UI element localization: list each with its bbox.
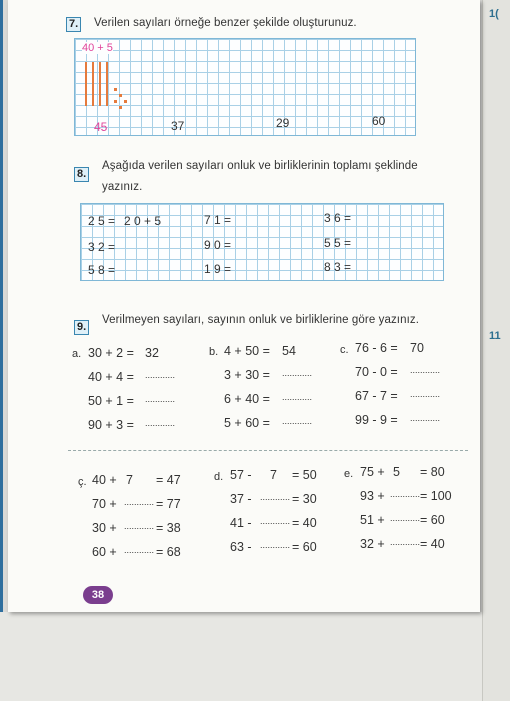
col-e-label: e. xyxy=(344,468,354,480)
number-29: 29 xyxy=(276,116,290,130)
worksheet-page xyxy=(8,0,480,612)
col-a-row4-blank: ............ xyxy=(145,418,176,428)
col-b-row1-answer: 54 xyxy=(282,344,296,358)
exercise-9-instruction: Verilmeyen sayıları, sayının onluk ve birliklerine göre yazınız. xyxy=(102,314,420,326)
col-e-row4-blank: ............ xyxy=(390,537,421,547)
col-b-row3-blank: ............ xyxy=(282,392,313,402)
col-e-row2-result: = 100 xyxy=(420,489,452,503)
col-a-row1: 30 + 2 = xyxy=(88,346,134,360)
col-e-row2: 93 + xyxy=(360,489,385,503)
col-e-row3: 51 + xyxy=(360,513,385,527)
col-c-row2-blank: ............ xyxy=(410,365,441,375)
col-cc-row1-result: = 47 xyxy=(156,473,181,487)
col-e-row4-result: = 40 xyxy=(420,537,445,551)
col-cc-row2: 70 + xyxy=(92,497,117,511)
decompose-32: 3 2 = xyxy=(88,240,116,254)
col-cc-row4-blank: ............ xyxy=(124,545,155,555)
col-cc-row2-result: = 77 xyxy=(156,497,181,511)
col-a-label: a. xyxy=(72,348,82,360)
exercise-8-number: 8. xyxy=(74,167,89,182)
col-c-row3: 67 - 7 = xyxy=(355,389,398,403)
decompose-83: 8 3 = xyxy=(324,260,352,274)
col-d-row4-result: = 60 xyxy=(292,540,317,554)
col-d-label: d. xyxy=(214,471,224,483)
col-a-row3: 50 + 1 = xyxy=(88,394,134,408)
decompose-90: 9 0 = xyxy=(204,238,232,252)
number-45: 45 xyxy=(94,120,108,134)
col-cc-row1: 40 + xyxy=(92,473,117,487)
col-c-row1-answer: 70 xyxy=(410,341,424,355)
col-c-row4-blank: ............ xyxy=(410,413,441,423)
col-b-row4: 5 + 60 = xyxy=(224,416,270,430)
col-d-row2-blank: ............ xyxy=(260,492,291,502)
section-divider xyxy=(68,450,468,451)
col-d-row3-result: = 40 xyxy=(292,516,317,530)
col-e-row3-result: = 60 xyxy=(420,513,445,527)
exercise-8-instruction-line1: Aşağıda verilen sayıları onluk ve birliklerinin toplamı şeklinde xyxy=(102,160,418,172)
col-d-row4-blank: ............ xyxy=(260,540,291,550)
col-e-row2-blank: ............ xyxy=(390,489,421,499)
col-d-row2: 37 - xyxy=(230,492,252,506)
left-edge-bar xyxy=(0,0,3,612)
decompose-55: 5 5 = xyxy=(324,236,352,250)
col-cc-row4: 60 + xyxy=(92,545,117,559)
number-37: 37 xyxy=(171,119,185,133)
col-cc-row3-blank: ............ xyxy=(124,521,155,531)
col-a-row2: 40 + 4 = xyxy=(88,370,134,384)
col-d-row3: 41 - xyxy=(230,516,252,530)
exercise-9-number: 9. xyxy=(74,320,89,335)
col-cc-row2-blank: ............ xyxy=(124,497,155,507)
col-a-row4: 90 + 3 = xyxy=(88,418,134,432)
decompose-25: 2 5 = xyxy=(88,214,116,228)
col-e-row4: 32 + xyxy=(360,537,385,551)
col-b-row4-blank: ............ xyxy=(282,416,313,426)
exercise-8-instruction-line2: yazınız. xyxy=(102,181,143,193)
number-60: 60 xyxy=(372,114,386,128)
col-d-row4: 63 - xyxy=(230,540,252,554)
col-c-row4: 99 - 9 = xyxy=(355,413,398,427)
col-d-row3-blank: ............ xyxy=(260,516,291,526)
col-d-row1-result: = 50 xyxy=(292,468,317,482)
col-b-row2-blank: ............ xyxy=(282,368,313,378)
col-cc-row1-answer: 7 xyxy=(126,473,133,487)
col-c-label: c. xyxy=(340,344,349,356)
col-a-row1-answer: 32 xyxy=(145,346,159,360)
col-a-row2-blank: ............ xyxy=(145,370,176,380)
next-page-strip xyxy=(482,0,510,701)
decompose-25-answer: 2 0 + 5 xyxy=(124,214,162,228)
col-d-row1-answer: 7 xyxy=(270,468,277,482)
col-a-row3-blank: ............ xyxy=(145,394,176,404)
col-b-row1: 4 + 50 = xyxy=(224,344,270,358)
decompose-19: 1 9 = xyxy=(204,262,232,276)
col-b-label: b. xyxy=(209,346,219,358)
example-label: 40 + 5 xyxy=(82,42,113,54)
col-cc-row3: 30 + xyxy=(92,521,117,535)
col-c-row1: 76 - 6 = xyxy=(355,341,398,355)
scan-background xyxy=(0,612,510,701)
page-number: 38 xyxy=(83,586,113,604)
col-d-row2-result: = 30 xyxy=(292,492,317,506)
col-cc-row3-result: = 38 xyxy=(156,521,181,535)
col-cc-label: ç. xyxy=(78,476,87,488)
decompose-58: 5 8 = xyxy=(88,263,116,277)
decompose-71: 7 1 = xyxy=(204,213,232,227)
col-b-row3: 6 + 40 = xyxy=(224,392,270,406)
col-c-row3-blank: ............ xyxy=(410,389,441,399)
col-e-row1: 75 + xyxy=(360,465,385,479)
col-c-row2: 70 - 0 = xyxy=(355,365,398,379)
col-cc-row4-result: = 68 xyxy=(156,545,181,559)
exercise-7-grid xyxy=(74,38,416,136)
exercise-7-number: 7. xyxy=(66,17,81,32)
exercise-7-instruction: Verilen sayıları örneğe benzer şekilde oluşturunuz. xyxy=(94,17,357,29)
decompose-36: 3 6 = xyxy=(324,211,352,225)
col-e-row1-result: = 80 xyxy=(420,465,445,479)
col-e-row3-blank: ............ xyxy=(390,513,421,523)
col-e-row1-answer: 5 xyxy=(393,465,400,479)
col-d-row1: 57 - xyxy=(230,468,252,482)
next-page-tab-1: 1( xyxy=(489,8,499,20)
next-page-tab-2: 11 xyxy=(489,330,501,342)
col-b-row2: 3 + 30 = xyxy=(224,368,270,382)
